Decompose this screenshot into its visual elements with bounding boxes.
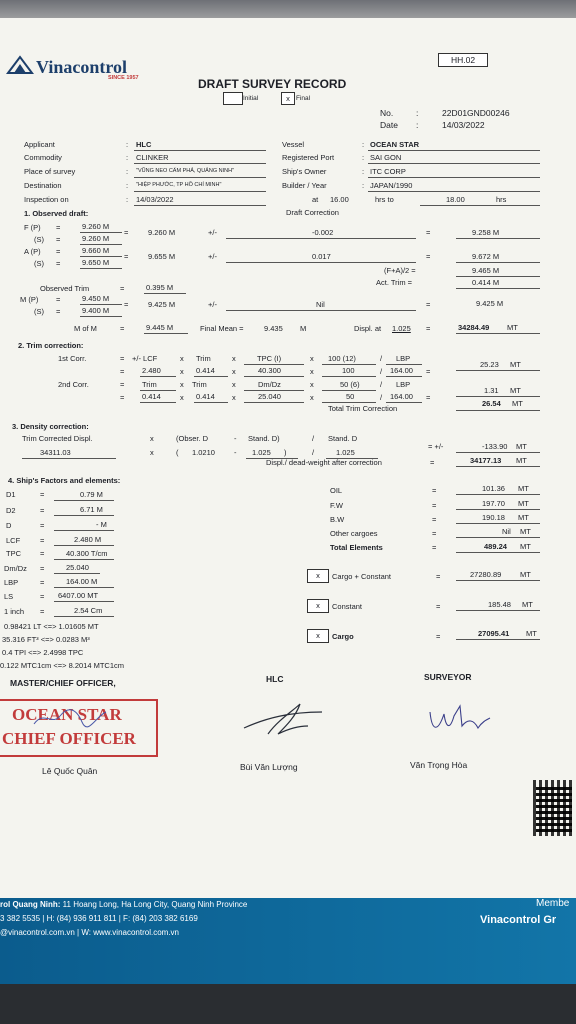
second-trim-a: 0.414 [142, 392, 161, 401]
first-tpc: 40.300 [258, 366, 281, 375]
brand-name: Vinacontrol [36, 57, 128, 77]
chief-officer-stamp: OCEAN STAR CHIEF OFFICER [0, 699, 158, 757]
std2-label: Stand. D [328, 434, 358, 443]
as-label: (S) [34, 259, 44, 268]
commodity-label: Commodity [24, 153, 62, 162]
displacement-value: 34284.49 [458, 323, 490, 332]
ap-value: 9.660 M [82, 246, 110, 255]
d1-value: 0.79 M [80, 490, 103, 499]
owner-value: ITC CORP [370, 167, 406, 176]
d-value: - M [96, 520, 107, 529]
observed-heading: 1. Observed draft: [24, 209, 89, 218]
commodity-value: CLINKER [136, 153, 169, 162]
displ-label: Displ. at [354, 324, 382, 333]
no-label: No. [380, 108, 394, 118]
cargo-constant-label: Cargo + Constant [332, 572, 391, 581]
hrs-to-label: hrs to [375, 195, 394, 204]
page-title: DRAFT SURVEY RECORD [198, 77, 347, 91]
obs-d-label: (Obser. D [176, 434, 209, 443]
std-d-label: Stand. D) [248, 434, 280, 443]
first-100: 100 [342, 366, 355, 375]
trim-heading: 2. Trim correction: [18, 341, 84, 350]
final-mean-value: 9.435 [264, 324, 283, 333]
applicant-label: Applicant [24, 140, 55, 149]
fw-value: 197.70 [482, 499, 505, 508]
tcd-label: Trim Corrected Displ. [22, 434, 93, 443]
mp-label: M (P) [20, 295, 39, 304]
lbp-value: 164.00 M [66, 577, 98, 586]
tpc-value: 40.300 T/cm [66, 549, 108, 558]
builder-value: JAPAN/1990 [370, 181, 413, 190]
master-name: Lê Quốc Quân [42, 766, 98, 776]
mofm-value: 9.445 M [146, 323, 174, 332]
act-trim-value: 0.414 M [472, 278, 500, 287]
footer-office: rol Quang Ninh: [0, 900, 61, 909]
second-trim-b: 0.414 [196, 392, 215, 401]
cargo-checkbox[interactable]: x [307, 629, 329, 643]
fs-label: (S) [34, 235, 44, 244]
master-label: MASTER/CHIEF OFFICER, [10, 678, 116, 688]
displ-after-label: Displ./ dead-weight after correction [266, 458, 382, 467]
fp-label: F (P) [24, 223, 41, 232]
form-code: HH.02 [438, 53, 488, 67]
constant-checkbox[interactable]: x [307, 599, 329, 613]
m-correction: Nil [316, 300, 325, 309]
d2-value: 6.71 M [80, 505, 103, 514]
conv-tpi: 0.4 TPI <=> 2.4998 TPC [2, 648, 84, 657]
obs-d-value: 1.0210 [192, 448, 215, 457]
conv-lt: 0.98421 LT <=> 1.01605 MT [4, 622, 99, 631]
total-trim-label: Total Trim Correction [328, 404, 398, 413]
total-elements-value: 489.24 [484, 542, 507, 551]
first-corr-result: 25.23 [480, 360, 499, 369]
no-value: 22D01GND00246 [442, 108, 510, 118]
conv-ft3: 35.316 FT³ <=> 0.0283 M³ [2, 635, 90, 644]
act-trim-label: Act. Trim = [376, 278, 413, 287]
first-corr-label: 1st Corr. [58, 354, 87, 363]
density-result: -133.90 [482, 442, 508, 451]
cargo-constant-checkbox[interactable]: x [307, 569, 329, 583]
inspection-label: Inspection on [24, 195, 69, 204]
mp-value: 9.450 M [82, 294, 110, 303]
a-mean: 9.655 M [148, 252, 176, 261]
at-value: 16.00 [330, 195, 349, 204]
tcd-value: 34311.03 [40, 448, 71, 457]
port-label: Registered Port [282, 153, 335, 162]
owner-label: Ship's Owner [282, 167, 327, 176]
m-mean: 9.425 M [148, 300, 176, 309]
dmdz-value: 25.040 [66, 563, 89, 572]
destination-value: "HIỆP PHƯỚC, TP HỒ CHÍ MINH" [136, 182, 222, 188]
cargo-value: 27095.41 [478, 629, 510, 638]
first-lbp: 164.00 [390, 366, 413, 375]
ap-label: A (P) [24, 247, 41, 256]
draft-survey-sheet: Vinacontrol SINCE 1957 HH.02 DRAFT SURVEY RECORD Initial x Final No. : 22D01GND00246 Date : 14/03/2022 Applicant Commodity Place of survey Destination Inspection on : : : : : HLC CLINKER "VŨNG NEO CẨM PHẢ, QUẢNG NINH" "HIỆP PHƯỚC, TP HỒ CHÍ MINH" 14/03/2022 Vessel Registered Port Ship's Owner Builder / Year : : : : OCEAN STAR SAI GON ITC CORP JAPAN/1990 at 16.00 hrs to 18.00 hrs 1. Observed draft: Draft Correction F (P) (S) A (P) (S) = = = = 9.260 M 9.260 M 9.660 M 9.650 M = = 9.260 M 9.655 M +/- +/- -0.002 0.017 = = 9.258 M 9.672 M (F+A)/2 = 9.465 M Act. Trim = 0.414 M Observed Trim = 0.395 M M (P) (S) = = 9.450 M 9.400 M = 9.425 M +/- Nil = 9.425 M M of M = 9.445 M Final Mean = 9.435 M Displ. at 1.025 = 34284.49 MT 2. Trim correction: 1st Corr. 2nd Corr. = +/- LCF x Trim x TPC (I) x 100 (12) / LBP = 2.480 x 0.414 x 40.300 x 100 / 164.00 = 25.23 MT = Trim x Trim x Dm/Dz x 50 (6) / LBP = 0.414 x 0.414 x 25.040 x 50 / 164.00 = 1.31 MT Total Trim Correction 26.54 MT 3. Density correction: Trim Corrected Displ. 34311.03 x x (Obser. D ( 1.0210 - - Stand. D) 1.025 ) / / Stand. D 1.025 = +/- -133.90 MT Displ./ dead-weight after correction = 34177.13 MT 4. Ship's Factors and elements: D1 D2 D LCF TPC Dm/Dz LBP LS 1 inch = = = = = = = = = 0.79 M 6.71 M - M 2.480 M 40.300 T/cm 25.040 164.00 M 6407.00 MT 2.54 Cm 0.98421 LT <=> 1.01605 MT 35.316 FT³ <=> 0.0283 M³ 0.4 TPI <=> 2.4998 TPC 0.122 MTC1cm <=> 8.2014 MTC1cm OIL F.W B.W Other cargoes Total Elements = = = = = 101.36 197.70 190.18 Nil 489.24 MT MT MT MT MT x Cargo + Constant = 27280.89 MT x Constant = 185.48 MT x Cargo = 27095.41 MT MASTER/CHIEF OFFICER, HLC SURVEYOR OCEAN STAR CHIEF OFFICER Lê Quốc Quân Bùi Văn Lượng Văn Trọng Hòa rol Quang Ninh: 11 Hoang Long, Ha Long City, Quang Ninh Province 3 382 5535 | H: (84) 936 911 811 | F: (84) 203 382 6169 @vinacontrol.com.vn | W: www.vinacontrol.com.vn Membe Vinacontrol Gr [0, 18, 576, 984]
footer-phone: 3 382 5535 | H: (84) 936 911 811 | F: (84) 203 382 6169 [0, 914, 198, 923]
footer-group: Vinacontrol Gr [480, 914, 557, 926]
applicant-value: HLC [136, 140, 152, 149]
fs-value: 9.260 M [82, 234, 110, 243]
displ-density: 1.025 [392, 324, 411, 333]
inch-value: 2.54 Cm [74, 606, 103, 615]
a-correction: 0.017 [312, 252, 331, 261]
as-value: 9.650 M [82, 258, 110, 267]
second-corr-result: 1.31 [484, 386, 499, 395]
draft-correction-label: Draft Correction [286, 208, 339, 217]
date-value: 14/03/2022 [442, 120, 485, 130]
observed-trim-label: Observed Trim [40, 284, 90, 293]
final-label: Final [296, 95, 311, 102]
footer-web: @vinacontrol.com.vn | W: www.vinacontrol.com.vn [0, 928, 179, 937]
density-heading: 3. Density correction: [12, 422, 89, 431]
hrs-to-value: 18.00 [446, 195, 465, 204]
second-dmdz: 25.040 [258, 392, 281, 401]
observed-trim-value: 0.395 M [146, 283, 174, 292]
initial-label: Initial [243, 95, 259, 102]
f-correction: -0.002 [312, 228, 334, 237]
ms-label: (S) [34, 307, 44, 316]
brand-since: SINCE 1957 [108, 75, 139, 81]
cargo-constant-value: 27280.89 [470, 570, 502, 579]
ls-value: 6407.00 MT [58, 591, 99, 600]
total-trim-value: 26.54 [482, 399, 501, 408]
master-signature-icon [30, 706, 110, 730]
displ-after-value: 34177.13 [470, 456, 502, 465]
fa2-value: 9.465 M [472, 266, 500, 275]
lcf-value: 2.480 M [74, 535, 102, 544]
hlc-label: HLC [266, 674, 284, 684]
f-result: 9.258 M [472, 228, 500, 237]
port-value: SAI GON [370, 153, 402, 162]
vessel-label: Vessel [282, 140, 305, 149]
surveyor-label: SURVEYOR [424, 672, 472, 682]
first-lcf: 2.480 [142, 366, 161, 375]
second-50: 50 [346, 392, 355, 401]
bw-value: 190.18 [482, 513, 505, 522]
surveyor-signature-icon [424, 702, 494, 738]
date-label: Date [380, 120, 398, 130]
fp-value: 9.260 M [82, 222, 110, 231]
initial-checkbox[interactable] [223, 92, 243, 105]
hrs-label: hrs [496, 195, 507, 204]
destination-label: Destination [24, 181, 62, 190]
std2-value: 1.025 [336, 448, 355, 457]
second-corr-label: 2nd Corr. [58, 380, 89, 389]
other-value: Nil [502, 527, 511, 536]
final-mean-label: Final Mean = [200, 324, 244, 333]
hlc-name: Bùi Văn Lượng [240, 762, 298, 772]
place-value: "VŨNG NEO CẨM PHẢ, QUẢNG NINH" [136, 168, 235, 174]
place-label: Place of survey [24, 167, 76, 176]
ms-value: 9.400 M [82, 306, 110, 315]
constant-label: Constant [332, 602, 363, 611]
m-result: 9.425 M [476, 299, 504, 308]
final-checkbox[interactable]: x [281, 92, 295, 105]
footer-member: Membe [536, 898, 570, 909]
vessel-value: OCEAN STAR [370, 140, 420, 149]
a-result: 9.672 M [472, 252, 500, 261]
at-label: at [312, 195, 319, 204]
inspection-value: 14/03/2022 [136, 195, 174, 204]
surveyor-name: Văn Trọng Hòa [410, 760, 468, 770]
std-d-value: 1.025 [252, 448, 271, 457]
oil-value: 101.36 [482, 484, 505, 493]
builder-label: Builder / Year [282, 181, 327, 190]
fa2-label: (F+A)/2 = [384, 266, 416, 275]
first-trim: 0.414 [196, 366, 215, 375]
second-lbp: 164.00 [390, 392, 413, 401]
vinacontrol-logo-icon [6, 55, 34, 75]
conv-mtc: 0.122 MTC1cm <=> 8.2014 MTC1cm [0, 661, 125, 670]
hlc-signature-icon [238, 700, 328, 740]
cargo-label: Cargo [332, 632, 354, 641]
constant-value: 185.48 [488, 600, 511, 609]
footer-band [0, 898, 576, 984]
mofm-label: M of M [74, 324, 97, 333]
factors-heading: 4. Ship's Factors and elements: [8, 476, 121, 485]
f-mean: 9.260 M [148, 228, 176, 237]
footer-address: 11 Hoang Long, Ha Long City, Quang Ninh Province [60, 900, 248, 909]
